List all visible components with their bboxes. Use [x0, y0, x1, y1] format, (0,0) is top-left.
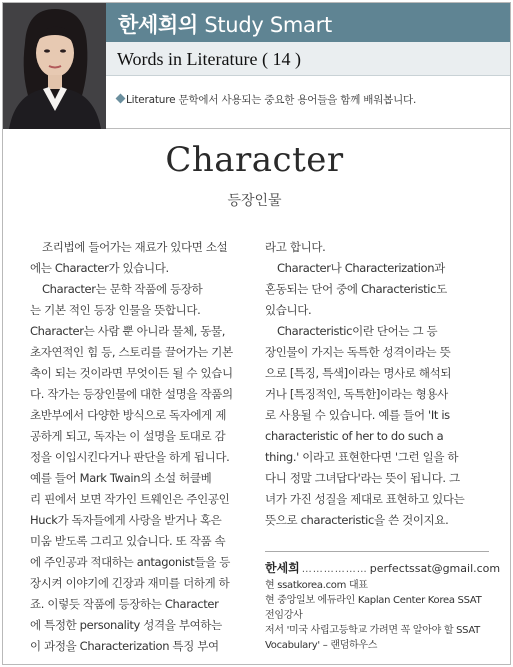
profile-header — [265, 560, 501, 578]
body-line: 미움 받도록 그리고 있습니다. 또 작품 속 — [30, 534, 226, 548]
body-column-left — [30, 237, 245, 657]
series-name: Study Smart — [204, 13, 332, 37]
body-line: 에는 Character가 있습니다. — [30, 261, 169, 275]
profile-line: Vocabulary' – 랜덤하우스 — [265, 640, 378, 651]
body-column-right — [265, 237, 487, 531]
intro-text: Literature 문학에서 사용되는 중요한 용어들을 함께 배워봅니다. — [126, 94, 417, 106]
body-line: 로 사용될 수 있습니다. 예를 들어 'It is — [265, 408, 450, 422]
body-line: 으로 [특징, 특색]이라는 명사로 해석되 — [265, 366, 452, 380]
body-line: 녀가 가진 성질을 제대로 표현하고 있다는 — [265, 492, 465, 506]
body-line: 장시켜 이야기에 긴장과 재미를 더하게 하 — [30, 576, 230, 590]
body-line: 거나 [특징적인, 독특한]이라는 형용사 — [265, 387, 448, 401]
intro-box — [106, 76, 510, 129]
body-line: 이 과정을 Characterization 특징 부여 — [30, 639, 219, 653]
body-line: Characteristic이란 단어는 그 등 — [277, 324, 438, 338]
body-line: 에 주인공과 적대하는 antagonist들을 등 — [30, 555, 231, 569]
body-line: 축이 되는 것이라면 무엇이든 될 수 있습니 — [30, 366, 233, 380]
body-line: 정을 이입시킨다거나 판단을 하게 됩니다. — [30, 450, 230, 464]
profile-leader: ……………… — [301, 564, 368, 575]
body-line: 리 핀에서 보면 작가인 트웨인은 주인공인 — [30, 492, 230, 506]
body-line: Huck가 독자들에게 사랑을 받거나 혹은 — [30, 513, 222, 527]
profile-email: perfectssat@gmail.com — [369, 562, 501, 575]
body-line: 장인물이 가지는 독특한 성격이라는 뜻 — [265, 345, 451, 359]
body-line: 에 특정한 personality 성격을 부여하는 — [30, 618, 222, 632]
body-line: 다. 작가는 등장인물에 대한 설명을 작품의 — [30, 387, 233, 401]
profile-name: 한세희 — [265, 561, 300, 575]
profile-line: 현 중앙일보 에듀라인 Kaplan Center Korea SSAT — [265, 595, 482, 606]
body-line: 예를 들어 Mark Twain의 소설 허클베 — [30, 471, 212, 485]
body-line: 초자연적인 힘 등, 스토리를 끌어가는 기본 — [30, 345, 233, 359]
body-line: thing.' 이라고 표현한다면 '그런 일을 하 — [265, 450, 459, 464]
body-line: 있습니다. — [265, 303, 312, 317]
body-line: 조리법에 들어가는 재료가 있다면 소설 — [42, 240, 228, 254]
section-subheader — [106, 42, 510, 76]
body-line: 죠. 이렇듯 작품에 등장하는 Character — [30, 597, 219, 611]
columnist-name: 한세희의 — [118, 13, 198, 37]
profile-line: 전임강사 — [265, 610, 303, 621]
body-line: characteristic of her to do such a — [265, 429, 444, 443]
article-title: Character — [165, 140, 344, 180]
body-line: 혼동되는 단어 중에 Characteristic도 — [265, 282, 447, 296]
body-line: Character나 Characterization과 — [277, 261, 445, 275]
body-line: 다니 정말 그녀답다'라는 뜻이 됩니다. 그 — [265, 471, 460, 485]
diamond-bullet-icon — [116, 94, 126, 104]
body-line: Character는 사람 뿐 아니라 물체, 동물, — [30, 324, 226, 338]
profile-line: 저서 '미국 사립고등학교 가려면 꼭 알아야 할 SSAT — [265, 625, 480, 636]
author-profile — [265, 551, 501, 653]
body-line: 라고 합니다. — [265, 240, 326, 254]
article-subtitle: 등장인물 — [227, 193, 282, 209]
column-title — [118, 9, 332, 39]
author-photo — [3, 3, 106, 129]
body-line: 초반부에서 다양한 방식으로 독자에게 제 — [30, 408, 227, 422]
section-title: Words in Literature ( 14 ) — [117, 49, 301, 69]
body-line: 는 기본 적인 등장 인물을 뜻합니다. — [30, 303, 201, 317]
profile-line: 현 ssatkorea.com 대표 — [265, 580, 368, 591]
header-banner — [106, 3, 510, 42]
body-line: 공하게 되고, 독자는 이 설명을 토대로 감 — [30, 429, 226, 443]
body-line: 뜻으로 characteristic을 쓴 것이지요. — [265, 513, 449, 527]
body-line: Character는 문학 작품에 등장하 — [42, 282, 203, 296]
